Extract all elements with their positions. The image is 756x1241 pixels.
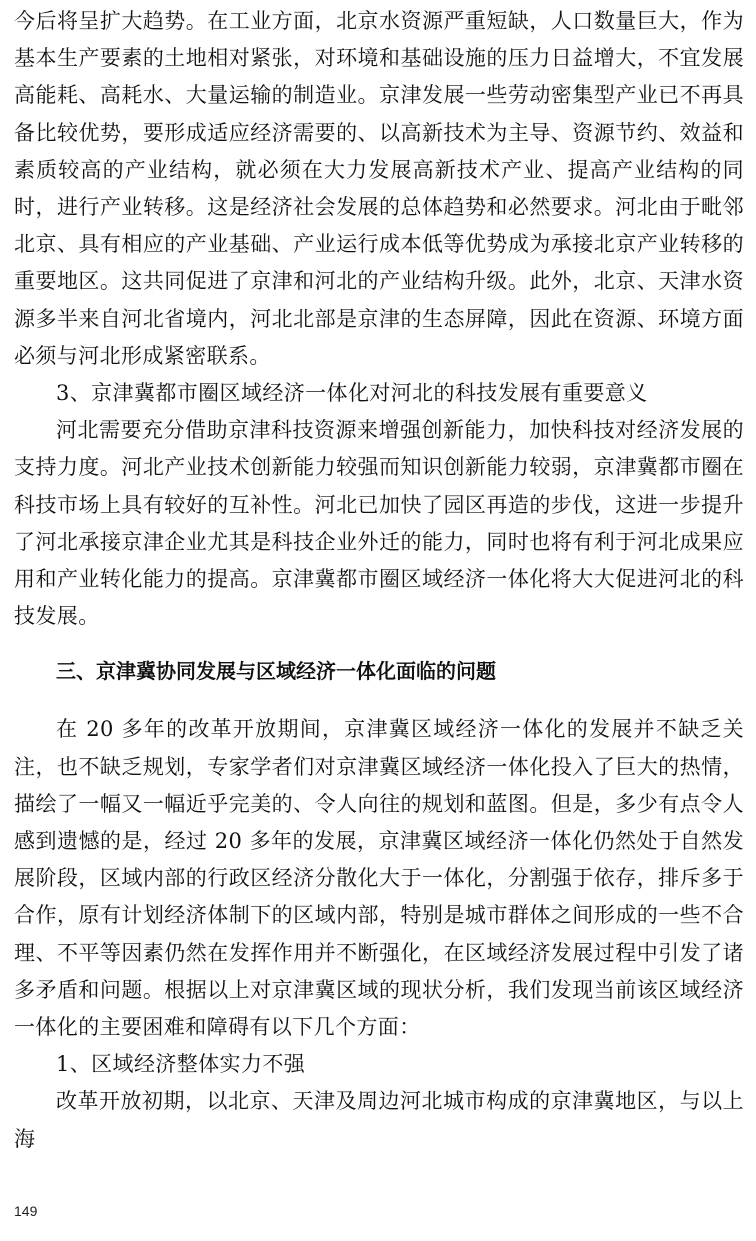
paragraph-tech-development: 河北需要充分借助京津科技资源来增强创新能力，加快科技对经济发展的支持力度。河北产业技术创新能力较强而知识创新能力较弱，京津冀都市圈在科技市场上具有较好的互补性。河北已加快了园区再造的步伐，这进一步提升了河北承接京津企业尤其是科技企业外迁的能力，同时也将有利于河北成果应用和产业转化能力的提高。京津冀都市圈区域经济一体化将大大促进河北的科技发展。 [14,418,744,629]
paragraph-reform-opening: 改革开放初期，以北京、天津及周边河北城市构成的京津冀地区，与以上海 [14,1089,744,1151]
paragraph-problems-overview: 在 20 多年的改革开放期间，京津冀区域经济一体化的发展并不缺乏关注，也不缺乏规划，专家学者们对京津冀区域经济一体化投入了巨大的热情，描绘了一幅又一幅近乎完美的、令人向往的规划和蓝图。但是，多少有点令人感到遗憾的是，经过 20 多年的发展，京津冀区域经济一体化仍然处于自然发展阶段，区域内部的行政区经济分散化大于一体化，分割强于依存，排斥多于合作，原有计划经济体制下的区域内部，特别是城市群体之间形成的一些不合理、不平等因素仍然在发挥作用并不断强化，在区域经济发展过程中引发了诸多矛盾和问题。根据以上对京津冀区域的现状分析，我们发现当前该区域经济一体化的主要困难和障碍有以下几个方面： [14,717,744,1040]
page-number: 149 [14,1203,38,1219]
section-heading-problems: 三、京津冀协同发展与区域经济一体化面临的问题 [56,659,496,684]
paragraph-industry-transfer: 今后将呈扩大趋势。在工业方面，北京水资源严重短缺，人口数量巨大，作为基本生产要素的土地相对紧张，对环境和基础设施的压力日益增大，不宜发展高能耗、高耗水、大量运输的制造业。京津发展一些劳动密集型产业已不再具备比较优势，要形成适应经济需要的、以高新技术为主导、资源节约、效益和素质较高的产业结构，就必须在大力发展高新技术产业、提高产业结构的同时，进行产业转移。这是经济社会发展的总体趋势和必然要求。河北由于毗邻北京、具有相应的产业基础、产业运行成本低等优势成为承接北京产业转移的重要地区。这共同促进了京津和河北的产业结构升级。此外，北京、天津水资源多半来自河北省境内，河北北部是京津的生态屏障，因此在资源、环境方面必须与河北形成紧密联系。 [14,9,744,368]
subheading-weak-strength: 1、区域经济整体实力不强 [56,1052,306,1077]
subheading-tech-significance: 3、京津冀都市圈区域经济一体化对河北的科技发展有重要意义 [56,381,648,406]
document-page [14,0,744,1158]
